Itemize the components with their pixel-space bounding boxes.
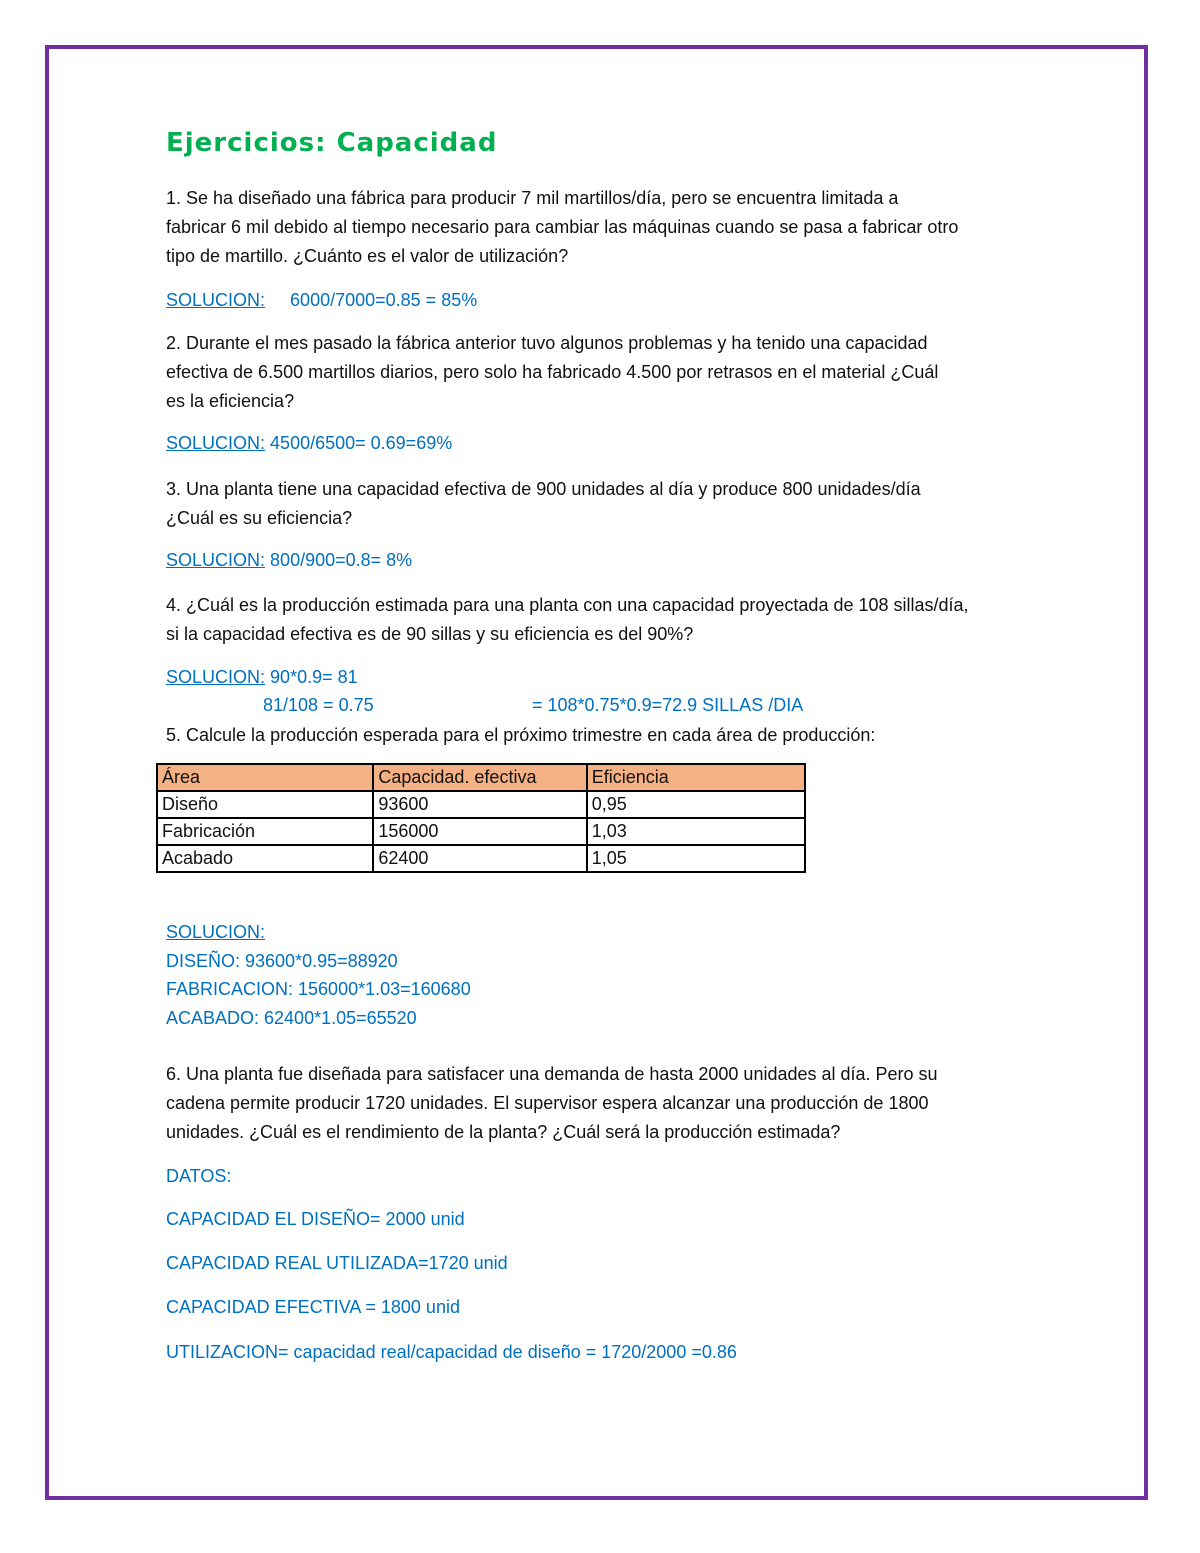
datos-line: UTILIZACION= capacidad real/capacidad de diseño = 1720/2000 =0.86: [166, 1342, 737, 1362]
question-number: 2.: [166, 333, 182, 353]
header-capacity: Capacidad. efectiva: [373, 764, 586, 791]
question-text-line: si la capacidad efectiva es de 90 sillas y su eficiencia es del 90%?: [166, 624, 694, 644]
cell-area: Fabricación: [157, 818, 373, 845]
solution-label: SOLUCION:: [166, 922, 266, 942]
question-text-line: ¿Cuál es la producción estimada para una planta con una capacidad proyectada de 108 sillas/día,: [186, 595, 969, 615]
solution-text: 90*0.9= 81: [270, 667, 358, 687]
question-number: 6.: [166, 1064, 182, 1084]
datos-line: CAPACIDAD EFECTIVA = 1800 unid: [166, 1297, 460, 1317]
datos-line: CAPACIDAD REAL UTILIZADA=1720 unid: [166, 1253, 508, 1273]
solution-text: 4500/6500= 0.69=69%: [270, 433, 453, 453]
question-text-line: Una planta tiene una capacidad efectiva de 900 unidades al día y produce 800 unidades/día: [186, 479, 921, 499]
question-text-line: unidades. ¿Cuál es el rendimiento de la planta? ¿Cuál será la producción estimada?: [166, 1122, 841, 1142]
cell-efficiency: 1,03: [587, 818, 805, 845]
solution-label: SOLUCION:: [166, 433, 266, 453]
question-2: [166, 329, 1046, 416]
cell-capacity: 62400: [373, 845, 586, 872]
solution-label: SOLUCION:: [166, 550, 266, 570]
table-row: [157, 791, 805, 818]
solution-3: [166, 548, 412, 572]
question-text-line: tipo de martillo. ¿Cuánto es el valor de utilización?: [166, 246, 569, 266]
question-number: 4.: [166, 595, 182, 615]
question-5: [166, 721, 1046, 750]
solution-4-line-2-left: 81/108 = 0.75: [263, 695, 374, 715]
cell-capacity: 93600: [373, 791, 586, 818]
question-number: 5.: [166, 725, 182, 745]
solution-label: SOLUCION:: [166, 667, 266, 687]
question-3: [166, 475, 1046, 533]
table-header-row: [157, 764, 805, 791]
table-row: [157, 818, 805, 845]
solution-4-line-2-right: = 108*0.75*0.9=72.9 SILLAS /DIA: [532, 695, 804, 715]
solution-text: 800/900=0.8= 8%: [270, 550, 413, 570]
page-title: Ejercicios: Capacidad: [166, 128, 498, 158]
question-text-line: Se ha diseñado una fábrica para producir 7 mil martillos/día, pero se encuentra limitada a: [186, 188, 899, 208]
solution-5-label: [166, 920, 265, 944]
header-efficiency: Eficiencia: [587, 764, 805, 791]
cell-capacity: 156000: [373, 818, 586, 845]
cell-area: Acabado: [157, 845, 373, 872]
solution-5-line: FABRICACION: 156000*1.03=160680: [166, 979, 471, 999]
datos-label: DATOS:: [166, 1166, 232, 1186]
solution-2: [166, 431, 452, 455]
table-row: [157, 845, 805, 872]
solution-4: [166, 665, 358, 689]
solution-5-line: ACABADO: 62400*1.05=65520: [166, 1008, 417, 1028]
question-text-line: cadena permite producir 1720 unidades. El supervisor espera alcanzar una producción de 1800: [166, 1093, 929, 1113]
question-text-line: Una planta fue diseñada para satisfacer una demanda de hasta 2000 unidades al día. Pero su: [186, 1064, 938, 1084]
question-number: 1.: [166, 188, 182, 208]
capacity-table: [156, 763, 806, 873]
header-area: Área: [157, 764, 373, 791]
cell-efficiency: 0,95: [587, 791, 805, 818]
question-text-line: efectiva de 6.500 martillos diarios, pero solo ha fabricado 4.500 por retrasos en el material ¿Cuál: [166, 362, 939, 382]
solution-5-line: DISEÑO: 93600*0.95=88920: [166, 951, 398, 971]
datos-line: CAPACIDAD EL DISEÑO= 2000 unid: [166, 1209, 465, 1229]
question-text-line: fabricar 6 mil debido al tiempo necesario para cambiar las máquinas cuando se pasa a fabricar otro: [166, 217, 959, 237]
question-number: 3.: [166, 479, 182, 499]
solution-text: 6000/7000=0.85 = 85%: [290, 290, 478, 310]
question-text-line: es la eficiencia?: [166, 391, 295, 411]
question-1: [166, 184, 1046, 271]
solution-label: SOLUCION:: [166, 290, 266, 310]
question-text-line: ¿Cuál es su eficiencia?: [166, 508, 353, 528]
question-text-line: Durante el mes pasado la fábrica anterior tuvo algunos problemas y ha tenido una capacidad: [186, 333, 928, 353]
cell-area: Diseño: [157, 791, 373, 818]
cell-efficiency: 1,05: [587, 845, 805, 872]
question-text-line: Calcule la producción esperada para el próximo trimestre en cada área de producción:: [186, 725, 876, 745]
solution-1: [166, 288, 477, 312]
question-6: [166, 1060, 1046, 1147]
question-4: [166, 591, 1046, 649]
